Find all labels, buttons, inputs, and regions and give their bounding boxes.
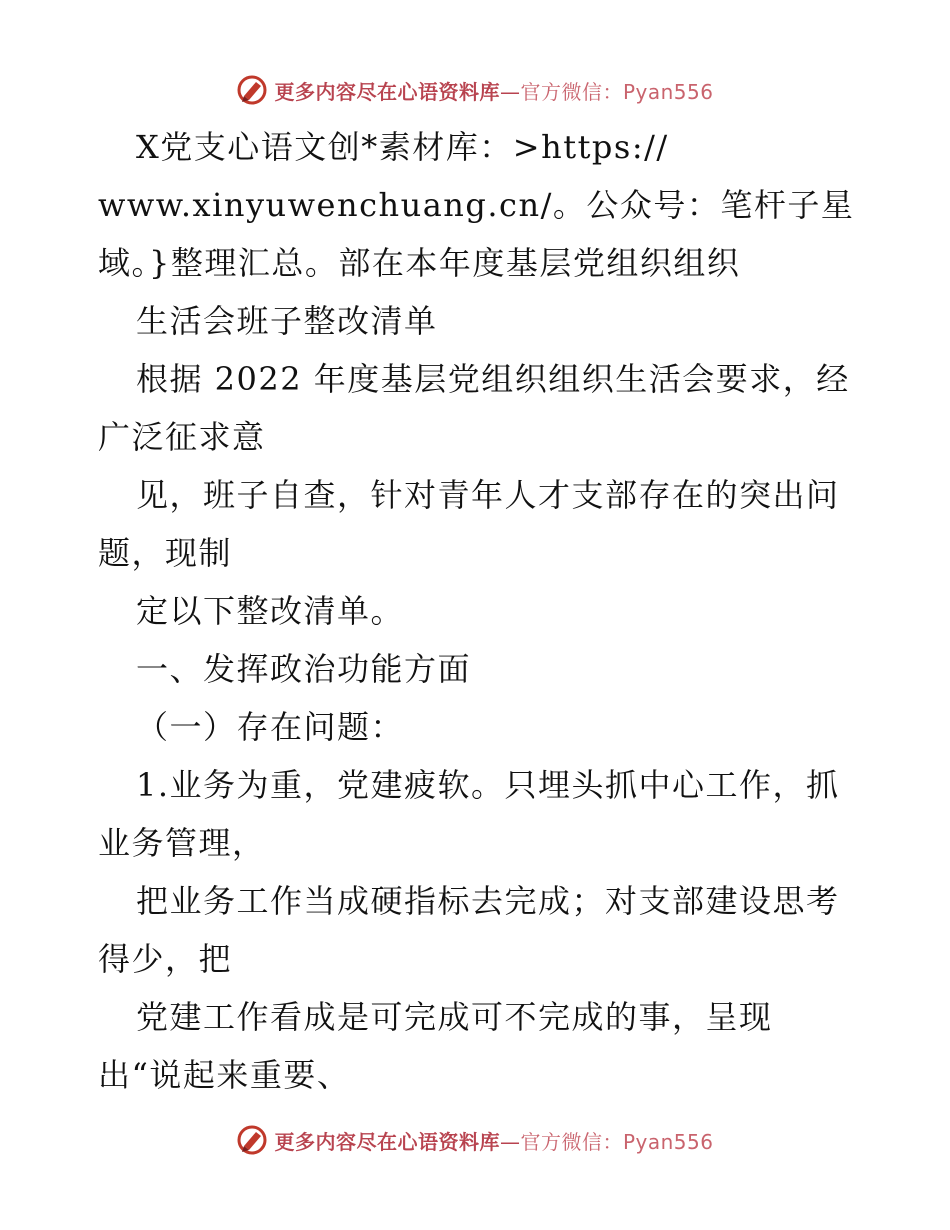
body-line: 把业务工作当成硬指标去完成；对支部建设思考 xyxy=(136,882,840,920)
footer-banner-content xyxy=(236,1124,713,1156)
body-line: 出“说起来重要、 xyxy=(98,1056,351,1094)
body-line: 1.业务为重，党建疲软。只埋头抓中心工作，抓 xyxy=(136,766,840,804)
body-line: 定以下整改清单。 xyxy=(136,592,405,630)
pen-logo-icon xyxy=(236,1124,268,1156)
footer-separator: — xyxy=(499,1129,521,1154)
footer-account-text: 官方微信：Pyan556 xyxy=(520,1129,714,1154)
body-line: 得少，把 xyxy=(98,940,233,978)
body-line: X党支心语文创*素材库：>https:// xyxy=(136,128,669,166)
body-line: 见，班子自查，针对青年人才支部存在的突出问 xyxy=(136,476,840,514)
body-line: 域。}整理汇总。部在本年度基层党组织组织 xyxy=(98,244,741,282)
header-banner xyxy=(0,70,950,110)
document-body xyxy=(98,118,868,1104)
section-heading: 一、发挥政治功能方面 xyxy=(136,650,472,688)
body-line: 业务管理， xyxy=(98,824,266,862)
document-title: 生活会班子整改清单 xyxy=(136,302,438,340)
header-banner-text xyxy=(274,76,713,105)
pen-logo-icon xyxy=(236,74,268,106)
body-line: 广泛征求意 xyxy=(98,418,266,456)
footer-banner-text xyxy=(274,1126,713,1155)
header-account-text: 官方微信：Pyan556 xyxy=(520,79,714,104)
body-line: 党建工作看成是可完成可不完成的事，呈现 xyxy=(136,998,773,1036)
footer-promo-text: 更多内容尽在心语资料库 xyxy=(274,1129,500,1154)
header-banner-content xyxy=(236,74,713,106)
body-line: 根据 2022 年度基层党组织组织生活会要求，经 xyxy=(136,360,850,398)
header-promo-text: 更多内容尽在心语资料库 xyxy=(274,79,500,104)
subsection-heading: （一）存在问题： xyxy=(136,708,405,746)
header-separator: — xyxy=(499,79,521,104)
body-line: 题，现制 xyxy=(98,534,233,572)
body-line: www.xinyuwenchuang.cn/。公众号：笔杆子星 xyxy=(98,186,855,224)
footer-banner xyxy=(0,1120,950,1160)
